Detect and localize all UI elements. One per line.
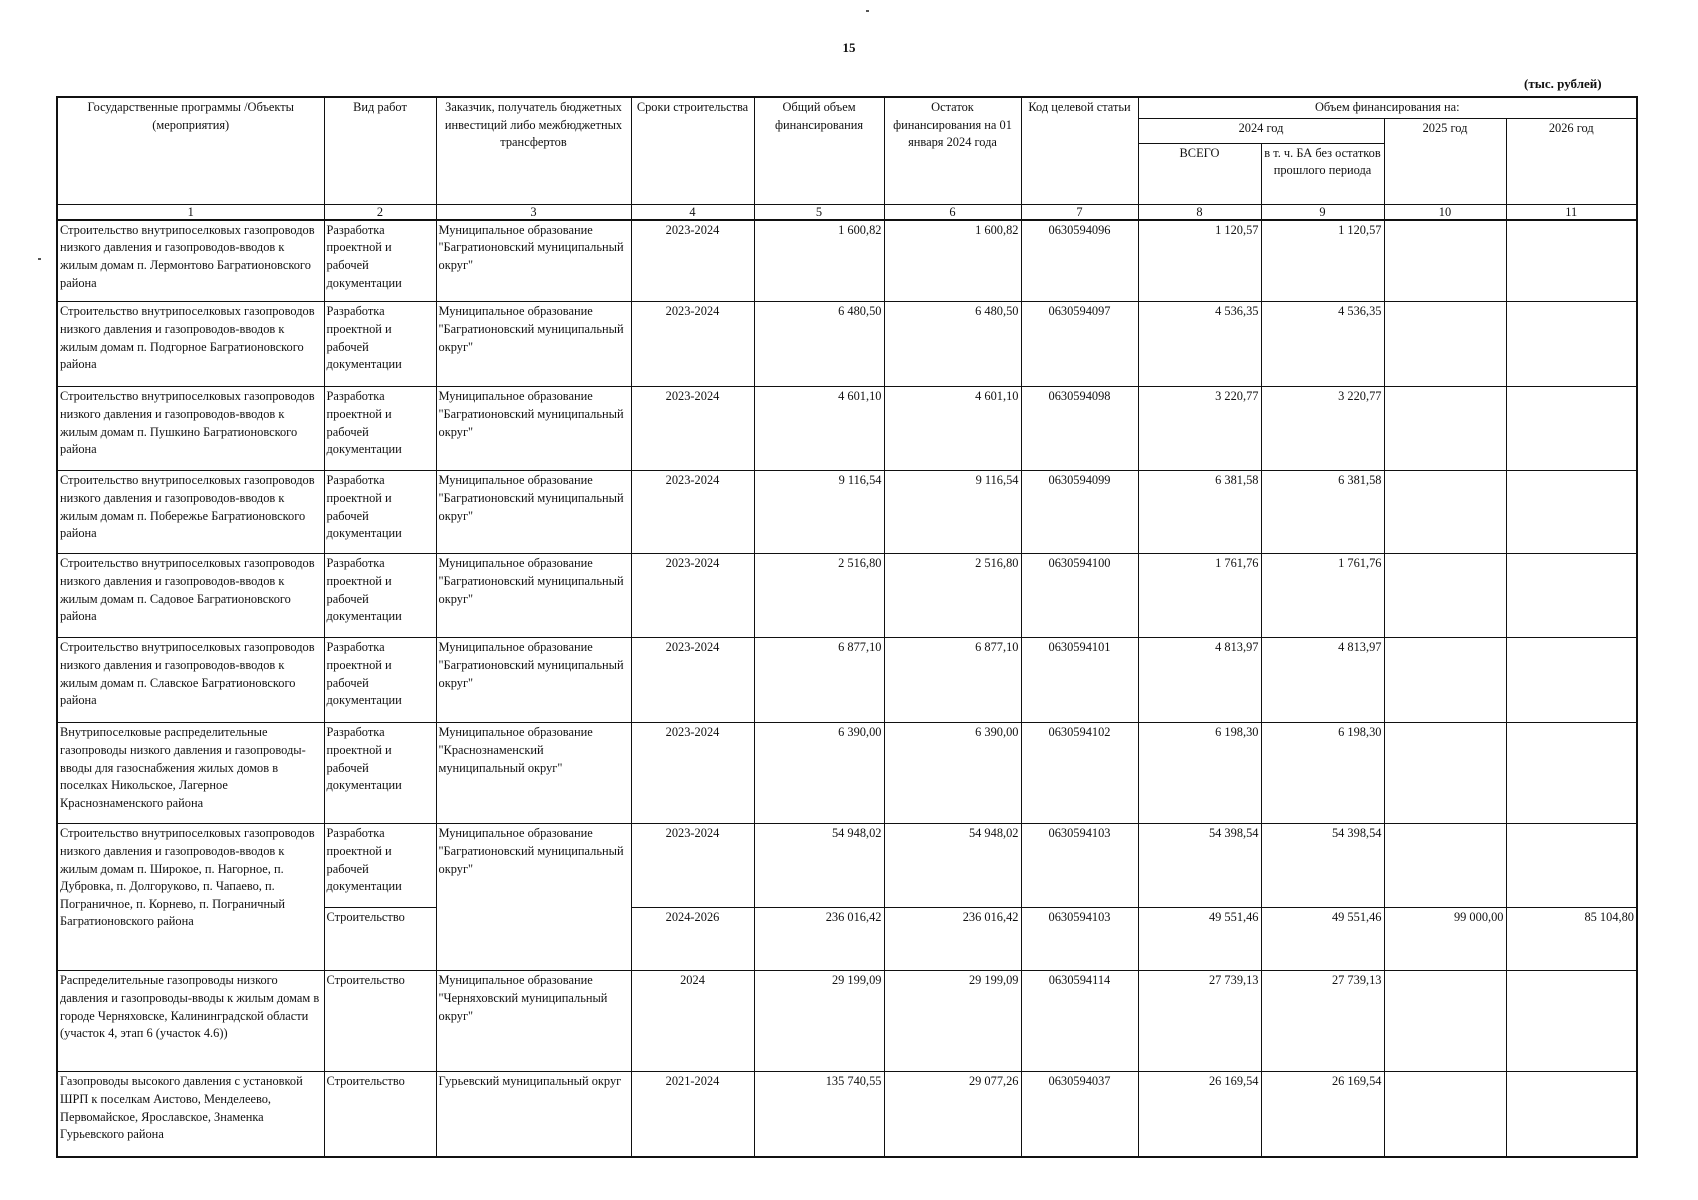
y2026-cell (1506, 387, 1637, 471)
scan-dot (866, 10, 869, 12)
program-cell: Газопроводы высокого давления с установкой ШРП к поселкам Аистово, Менделеево, Первомайское, Ярославское, Знаменка Гурьевского района (57, 1072, 324, 1157)
total-cell: 236 016,42 (754, 908, 884, 971)
header-year-2025: 2025 год (1384, 118, 1506, 204)
work-type-cell: Разработка проектной и рабочей документации (324, 220, 436, 302)
y2025-cell (1384, 387, 1506, 471)
y2025-cell (1384, 1072, 1506, 1157)
customer-cell: Муниципальное образование "Багратионовский муниципальный округ" (436, 220, 631, 302)
total-cell: 54 948,02 (754, 824, 884, 908)
y2026-cell (1506, 302, 1637, 387)
period-cell: 2023-2024 (631, 302, 754, 387)
remainder-cell: 4 601,10 (884, 387, 1021, 471)
table-row (57, 554, 1637, 638)
table-row (57, 220, 1637, 302)
customer-cell: Муниципальное образование "Багратионовский муниципальный округ" (436, 554, 631, 638)
code-cell: 0630594097 (1021, 302, 1138, 387)
period-cell: 2023-2024 (631, 723, 754, 824)
column-number: 3 (436, 204, 631, 220)
y2026-cell: 85 104,80 (1506, 908, 1637, 971)
total-cell: 1 600,82 (754, 220, 884, 302)
column-number: 2 (324, 204, 436, 220)
customer-cell: Муниципальное образование "Краснознаменский муниципальный округ" (436, 723, 631, 824)
page-number: 15 (842, 40, 856, 55)
table-row (57, 1072, 1637, 1157)
ba-2024-cell: 4 536,35 (1261, 302, 1384, 387)
remainder-cell: 236 016,42 (884, 908, 1021, 971)
column-number: 5 (754, 204, 884, 220)
work-type-cell: Разработка проектной и рабочей документации (324, 824, 436, 908)
y2026-cell (1506, 1072, 1637, 1157)
code-cell: 0630594100 (1021, 554, 1138, 638)
total-cell: 4 601,10 (754, 387, 884, 471)
ba-2024-cell: 1 120,57 (1261, 220, 1384, 302)
table-row (57, 723, 1637, 824)
y2025-cell (1384, 971, 1506, 1072)
y2025-cell (1384, 220, 1506, 302)
code-cell: 0630594037 (1021, 1072, 1138, 1157)
y2026-cell (1506, 471, 1637, 554)
total-cell: 9 116,54 (754, 471, 884, 554)
table-row (57, 387, 1637, 471)
header-work-type: Вид работ (324, 97, 436, 204)
remainder-cell: 1 600,82 (884, 220, 1021, 302)
column-number: 4 (631, 204, 754, 220)
ba-2024-cell: 27 739,13 (1261, 971, 1384, 1072)
ba-2024-cell: 6 381,58 (1261, 471, 1384, 554)
customer-cell: Муниципальное образование "Черняховский муниципальный округ" (436, 971, 631, 1072)
program-cell: Строительство внутрипоселковых газопроводов низкого давления и газопроводов-вводов к жилым домам п. Садовое Багратионовского района (57, 554, 324, 638)
all-2024-cell: 6 381,58 (1138, 471, 1261, 554)
program-cell: Строительство внутрипоселковых газопроводов низкого давления и газопроводов-вводов к жилым домам п. Пушкино Багратионовского района (57, 387, 324, 471)
column-number: 8 (1138, 204, 1261, 220)
customer-cell: Муниципальное образование "Багратионовский муниципальный округ" (436, 824, 631, 971)
total-cell: 6 877,10 (754, 638, 884, 723)
code-cell: 0630594099 (1021, 471, 1138, 554)
remainder-cell: 6 877,10 (884, 638, 1021, 723)
period-cell: 2021-2024 (631, 1072, 754, 1157)
all-2024-cell: 27 739,13 (1138, 971, 1261, 1072)
work-type-cell: Строительство (324, 1072, 436, 1157)
all-2024-cell: 54 398,54 (1138, 824, 1261, 908)
period-cell: 2023-2024 (631, 471, 754, 554)
remainder-cell: 29 077,26 (884, 1072, 1021, 1157)
remainder-cell: 54 948,02 (884, 824, 1021, 908)
work-type-cell: Разработка проектной и рабочей документации (324, 387, 436, 471)
y2025-cell (1384, 302, 1506, 387)
y2026-cell (1506, 220, 1637, 302)
column-number: 9 (1261, 204, 1384, 220)
header-year-2026: 2026 год (1506, 118, 1637, 204)
total-cell: 6 480,50 (754, 302, 884, 387)
ba-2024-cell: 6 198,30 (1261, 723, 1384, 824)
table-row (57, 824, 1637, 908)
code-cell: 0630594098 (1021, 387, 1138, 471)
ba-2024-cell: 54 398,54 (1261, 824, 1384, 908)
table-row (57, 302, 1637, 387)
period-cell: 2023-2024 (631, 387, 754, 471)
header-program: Государственные программы /Объекты (мероприятия) (57, 97, 324, 204)
all-2024-cell: 26 169,54 (1138, 1072, 1261, 1157)
all-2024-cell: 4 813,97 (1138, 638, 1261, 723)
customer-cell: Муниципальное образование "Багратионовский муниципальный округ" (436, 302, 631, 387)
program-cell: Строительство внутрипоселковых газопроводов низкого давления и газопроводов-вводов к жилым домам п. Побережье Багратионовского района (57, 471, 324, 554)
work-type-cell: Разработка проектной и рабочей документации (324, 471, 436, 554)
work-type-cell: Строительство (324, 971, 436, 1072)
remainder-cell: 2 516,80 (884, 554, 1021, 638)
y2026-cell (1506, 723, 1637, 824)
y2026-cell (1506, 554, 1637, 638)
header-remainder: Остаток финансирования на 01 января 2024 года (884, 97, 1021, 204)
y2025-cell: 99 000,00 (1384, 908, 1506, 971)
code-cell: 0630594101 (1021, 638, 1138, 723)
remainder-cell: 6 390,00 (884, 723, 1021, 824)
all-2024-cell: 49 551,46 (1138, 908, 1261, 971)
program-cell: Строительство внутрипоселковых газопроводов низкого давления и газопроводов-вводов к жилым домам п. Широкое, п. Нагорное, п. Дубровка, п. Долгоруково, п. Чапаево, п. Пограничное, п. Корнево, п. Пограничный Багратионовского района (57, 824, 324, 971)
table-row (57, 971, 1637, 1072)
units-label: (тыс. рублей) (1524, 76, 1602, 91)
ba-2024-cell: 49 551,46 (1261, 908, 1384, 971)
program-cell: Строительство внутрипоселковых газопроводов низкого давления и газопроводов-вводов к жилым домам п. Подгорное Багратионовского района (57, 302, 324, 387)
program-cell: Строительство внутрипоселковых газопроводов низкого давления и газопроводов-вводов к жилым домам п. Лермонтово Багратионовского района (57, 220, 324, 302)
total-cell: 135 740,55 (754, 1072, 884, 1157)
y2025-cell (1384, 554, 1506, 638)
column-number: 11 (1506, 204, 1637, 220)
customer-cell: Муниципальное образование "Багратионовский муниципальный округ" (436, 471, 631, 554)
customer-cell: Муниципальное образование "Багратионовский муниципальный округ" (436, 387, 631, 471)
header-funding: Объем финансирования на: (1138, 97, 1637, 118)
column-number: 1 (57, 204, 324, 220)
all-2024-cell: 6 198,30 (1138, 723, 1261, 824)
period-cell: 2023-2024 (631, 824, 754, 908)
all-2024-cell: 1 120,57 (1138, 220, 1261, 302)
ba-2024-cell: 26 169,54 (1261, 1072, 1384, 1157)
work-type-cell: Разработка проектной и рабочей документации (324, 554, 436, 638)
column-number: 10 (1384, 204, 1506, 220)
program-cell: Строительство внутрипоселковых газопроводов низкого давления и газопроводов-вводов к жилым домам п. Славское Багратионовского района (57, 638, 324, 723)
y2025-cell (1384, 824, 1506, 908)
ba-2024-cell: 4 813,97 (1261, 638, 1384, 723)
remainder-cell: 9 116,54 (884, 471, 1021, 554)
period-cell: 2023-2024 (631, 554, 754, 638)
header-all: ВСЕГО (1138, 143, 1261, 204)
code-cell: 0630594096 (1021, 220, 1138, 302)
remainder-cell: 29 199,09 (884, 971, 1021, 1072)
all-2024-cell: 4 536,35 (1138, 302, 1261, 387)
code-cell: 0630594102 (1021, 723, 1138, 824)
all-2024-cell: 1 761,76 (1138, 554, 1261, 638)
header-total: Общий объем финансирования (754, 97, 884, 204)
remainder-cell: 6 480,50 (884, 302, 1021, 387)
header-code: Код целевой статьи (1021, 97, 1138, 204)
customer-cell: Муниципальное образование "Багратионовский муниципальный округ" (436, 638, 631, 723)
work-type-cell: Разработка проектной и рабочей документации (324, 638, 436, 723)
header-customer: Заказчик, получатель бюджетных инвестиций либо межбюджетных трансфертов (436, 97, 631, 204)
customer-cell: Гурьевский муниципальный округ (436, 1072, 631, 1157)
column-number: 7 (1021, 204, 1138, 220)
program-cell: Внутрипоселковые распределительные газопроводы низкого давления и газопроводы-вводы для газоснабжения жилых домов в поселках Никольское, Лагерное Краснознаменского района (57, 723, 324, 824)
table-row (57, 638, 1637, 723)
work-type-cell: Строительство (324, 908, 436, 971)
column-number: 6 (884, 204, 1021, 220)
financing-table (56, 96, 1638, 1158)
table-row (57, 471, 1637, 554)
header-year-2024: 2024 год (1138, 118, 1384, 143)
y2025-cell (1384, 471, 1506, 554)
total-cell: 6 390,00 (754, 723, 884, 824)
y2025-cell (1384, 723, 1506, 824)
period-cell: 2024 (631, 971, 754, 1072)
y2026-cell (1506, 971, 1637, 1072)
total-cell: 2 516,80 (754, 554, 884, 638)
scan-dot (38, 258, 41, 260)
all-2024-cell: 3 220,77 (1138, 387, 1261, 471)
period-cell: 2023-2024 (631, 220, 754, 302)
ba-2024-cell: 1 761,76 (1261, 554, 1384, 638)
header-period: Сроки строительства (631, 97, 754, 204)
y2026-cell (1506, 638, 1637, 723)
y2026-cell (1506, 824, 1637, 908)
code-cell: 0630594103 (1021, 824, 1138, 908)
code-cell: 0630594114 (1021, 971, 1138, 1072)
ba-2024-cell: 3 220,77 (1261, 387, 1384, 471)
period-cell: 2024-2026 (631, 908, 754, 971)
header-incl-ba: в т. ч. БА без остатков прошлого периода (1261, 143, 1384, 204)
work-type-cell: Разработка проектной и рабочей документации (324, 302, 436, 387)
period-cell: 2023-2024 (631, 638, 754, 723)
work-type-cell: Разработка проектной и рабочей документации (324, 723, 436, 824)
program-cell: Распределительные газопроводы низкого давления и газопроводы-вводы к жилым домам в городе Черняховске, Калининградской области (участок 4, этап 6 (участок 4.6)) (57, 971, 324, 1072)
total-cell: 29 199,09 (754, 971, 884, 1072)
code-cell: 0630594103 (1021, 908, 1138, 971)
y2025-cell (1384, 638, 1506, 723)
